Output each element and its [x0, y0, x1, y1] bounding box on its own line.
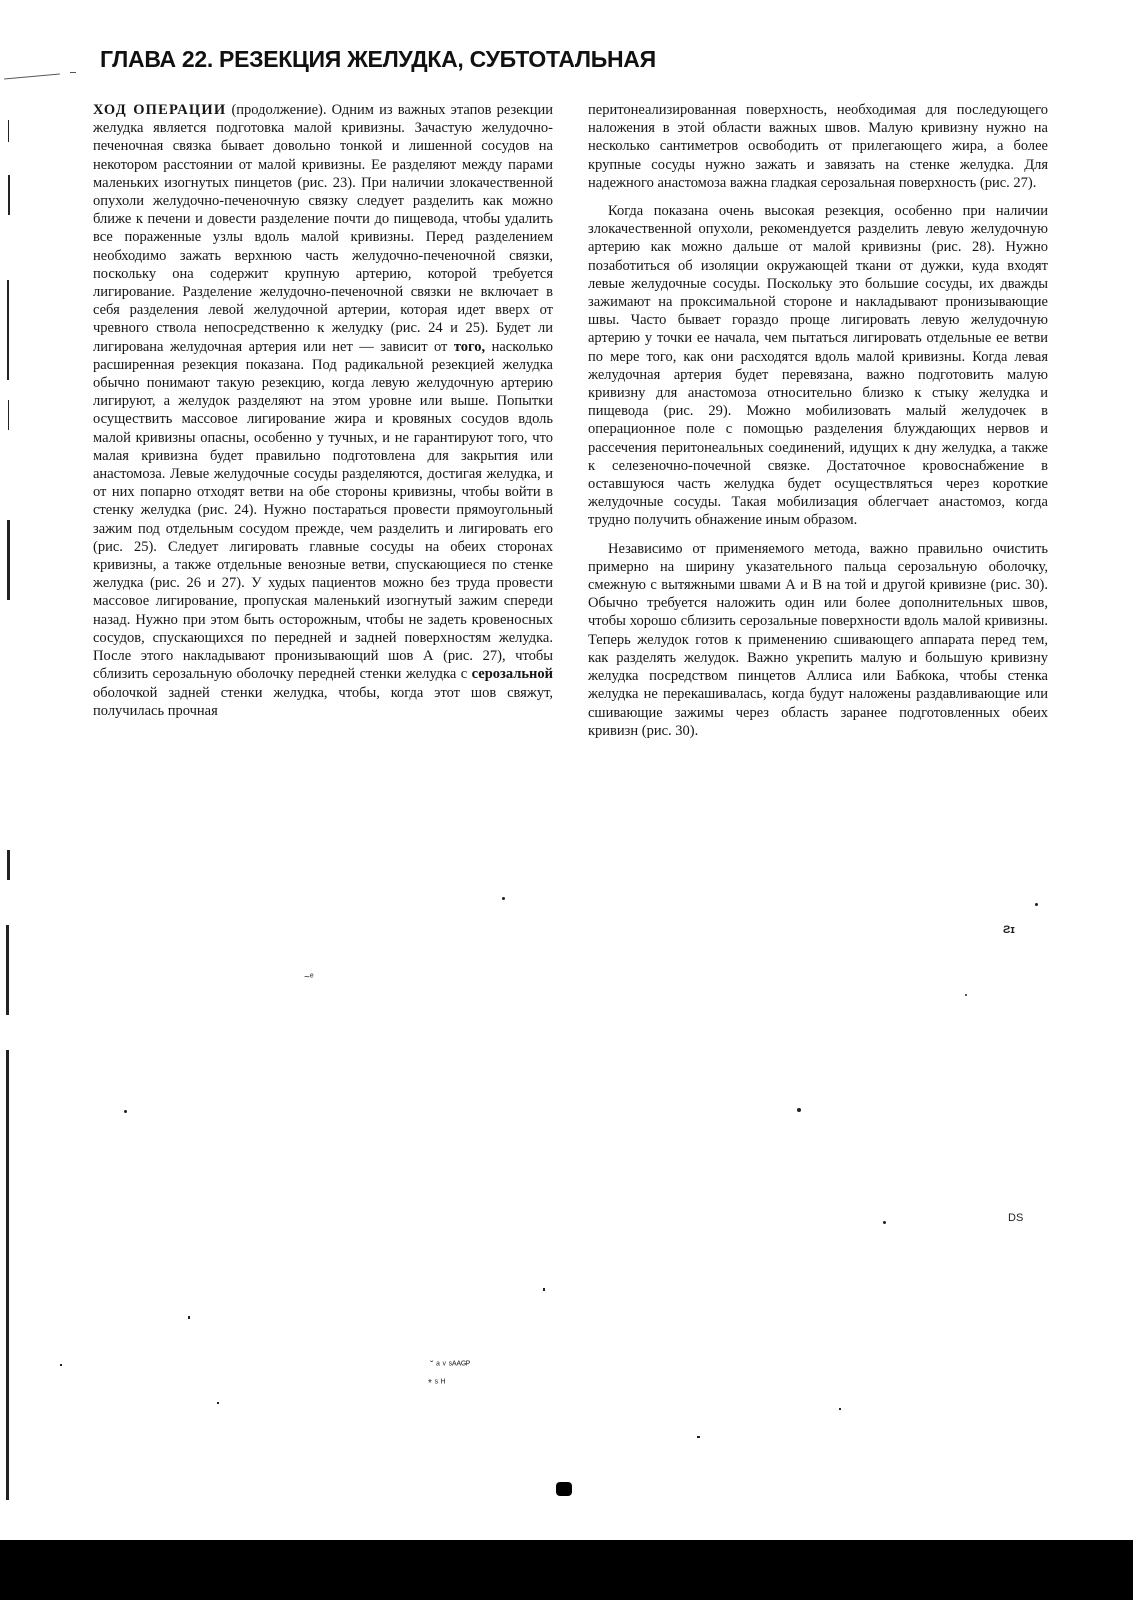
paragraph-text: (продолжение). Одним из важных этапов резекции желудка является подготовка малой кривизны. Зачастую желудочно-печеночная связка бывает довольно тонкой и лишенной сосудов на некотором расстоянии от малой кривизны. Ее разделяют между парами маленьких изогнутых пинцетов (рис. 23). При наличии злокачественной опухоли желудочно-печеночную связку следует разделить как можно ближе к печени и довести разделение почти до пищевода, чтобы удалить все пораженные узлы вдоль малой кривизны. Перед разделением необходимо зажать верхнюю часть желудочно-печеночной связки, поскольку она содержит крупную артерию, которой требуется лигирование. Разделение желудочно-печеночной связки не включает в себя разделения левой желудочной артерии, которая идет вверх от чревного ствола непосредственно к желудку (рис. 24 и 25). Будет ли лигирована желудочная артерия или нет — зависит от — [93, 102, 553, 355]
scan-speck-dot — [797, 1108, 801, 1112]
page-title: ГЛАВА 22. РЕЗЕКЦИЯ ЖЕЛУДКА, СУБТОТАЛЬНАЯ — [100, 46, 656, 72]
emphasis-word: серозальной — [471, 666, 553, 683]
scan-margin-mark — [7, 520, 10, 600]
scan-speck: Ƨɪ — [1003, 924, 1015, 936]
paragraph-text: оболочкой задней стенки желудка, чтобы, когда этот шов свяжут, получилась прочная — [93, 684, 553, 719]
paragraph-text: насколько расширенная резекция показана. Под радикальной резекцией желудка обычно понимают такую резекцию, когда левую желудочную артерию лигируют, а желудок разделяют на этом уровне или выше. Попытки осуществить массовое лигирование жира и кровяных сосудов вдоль малой кривизны опасны, особенно у тучных, и не гарантируют того, что малая кривизна будет правильно подготовлена для закрытия или анастомоза. Левые желудочные сосуды разделяются, достигая желудка, и от них попарно отходят ветви на обе стороны кривизны, чтобы войти в стенку желудка (рис. 24). Нужно постараться провести прямоугольный зажим под отдельным сосудом прежде, чем разделить и лигировать его (рис. 25). Следует лигировать главные сосуды на обеих сторонах кривизны, а также отдельные венозные ветви, спускающиеся по стенке желудка (рис. 26 и 27). У худых пациентов можно без труда провести массовое лигирование, пропуская маленький изогнутый зажим спереди назад. Нужно при этом быть осторожным, чтобы не задеть кровеносных сосудов, спускающихся по передней и задней поверхностям желудка. После этого накладывают пронизывающий шов А (рис. 27), чтобы сблизить серозальную оболочку передней стенки желудка с — [93, 338, 554, 683]
paragraph — [93, 101, 553, 720]
scan-speck-dot — [965, 994, 967, 996]
scan-speck: ˇ ᵃ ᵛ ˢᴬᴬᴳᴾ — [430, 1360, 471, 1371]
scan-speck-dot — [883, 1221, 886, 1224]
scan-margin-mark — [8, 400, 9, 430]
scan-speck-dot — [217, 1402, 219, 1404]
scan-speck-dot — [188, 1316, 190, 1319]
scan-margin-mark — [8, 120, 9, 142]
scan-speck-dot — [839, 1408, 841, 1410]
paragraph: Когда показана очень высокая резекция, особенно при наличии злокачественной опухоли, рекомендуется разделить левую желудочную артерию как можно дальше от малой кривизны (рис. 28). Нужно позаботиться об изоляции окружающей ткани от дужки, куда входят левые желудочные сосуды. Поскольку это большие сосуды, их дважды зажимают на проксимальной стороне и накладывают пронизывающие швы. Часто бывает гораздо проще лигировать левую желудочную артерию у точки ее начала, чем пытаться лигировать отдельные ее ветви по мере того, как они расходятся вдоль малой кривизны. Когда левая желудочная артерия будет перевязана, важно подготовить малую кривизну для анастомоза относительно близко к стыку желудка и пищевода (рис. 29). Можно мобилизовать малый желудочек в операционное поле с помощью разделения блуждающих нервов и рассечения перитонеальных соединений, идущих к дну желудка, а также к селезеночно-почечной связке. Достаточное кровоснабжение в оставшуюся часть желудка будет осуществляться через короткие желудочные сосуды. Такая мобилизация облегчает анастомоз, когда трудно получить обнажение иным образом. — [588, 203, 1048, 529]
scan-speck: * ˢ ᴴ — [428, 1378, 446, 1389]
scan-margin-mark — [6, 925, 9, 1015]
scan-speck: ~ᵉ — [304, 972, 314, 983]
paragraph: Независимо от применяемого метода, важно правильно очистить примерно на ширину указательного пальца серозальную оболочку, смежную с вытяжными швами А и В на той и другой кривизне (рис. 30). Обычно требуется наложить один или более дополнительных швов, чтобы хорошо сблизить серозальные поверхности вдоль малой кривизны. Теперь желудок готов к применению сшивающего аппарата перед тем, как разделять желудок. Важно укрепить малую и большую кривизну желудка посредством пинцетов Аллиса или Бабкока, чтобы стенка желудка не перекашивалась, когда будут наложены раздавливающие или сшивающие зажимы через область заранее подготовленных обеих кривизн (рис. 30). — [588, 540, 1048, 739]
paragraph: перитонеализированная поверхность, необходимая для последующего наложения в этой области важных швов. Малую кривизну нужно на несколько сантиметров освободить от прилегающего жира, а более крупные сосуды нужно зажать и завязать на стенке желудка. Для надежного анастомоза важна гладкая серозальная поверхность (рис. 27). — [588, 102, 1048, 191]
scan-dash-mark — [4, 74, 60, 80]
scan-speck: DS — [1008, 1212, 1024, 1224]
scan-margin-mark — [6, 1050, 9, 1500]
scan-speck-dot — [60, 1364, 62, 1366]
scan-margin-mark — [7, 280, 9, 380]
scan-dash-mark — [70, 72, 76, 73]
scan-margin-mark — [7, 850, 10, 880]
right-text-column — [588, 101, 1048, 750]
scan-speck-dot — [697, 1436, 700, 1438]
left-text-column — [93, 101, 553, 730]
scan-speck-dot — [1035, 903, 1038, 906]
section-lead: ХОД ОПЕРАЦИИ — [93, 102, 227, 118]
scan-speck-dot — [502, 897, 505, 900]
scan-speck-dot — [543, 1288, 545, 1291]
page-number: 33 — [557, 1481, 571, 1496]
emphasis-word: того, — [453, 338, 486, 355]
scan-margin-mark — [8, 175, 10, 215]
scan-speck-dot — [124, 1110, 127, 1113]
scan-bottom-band — [0, 1540, 1133, 1600]
